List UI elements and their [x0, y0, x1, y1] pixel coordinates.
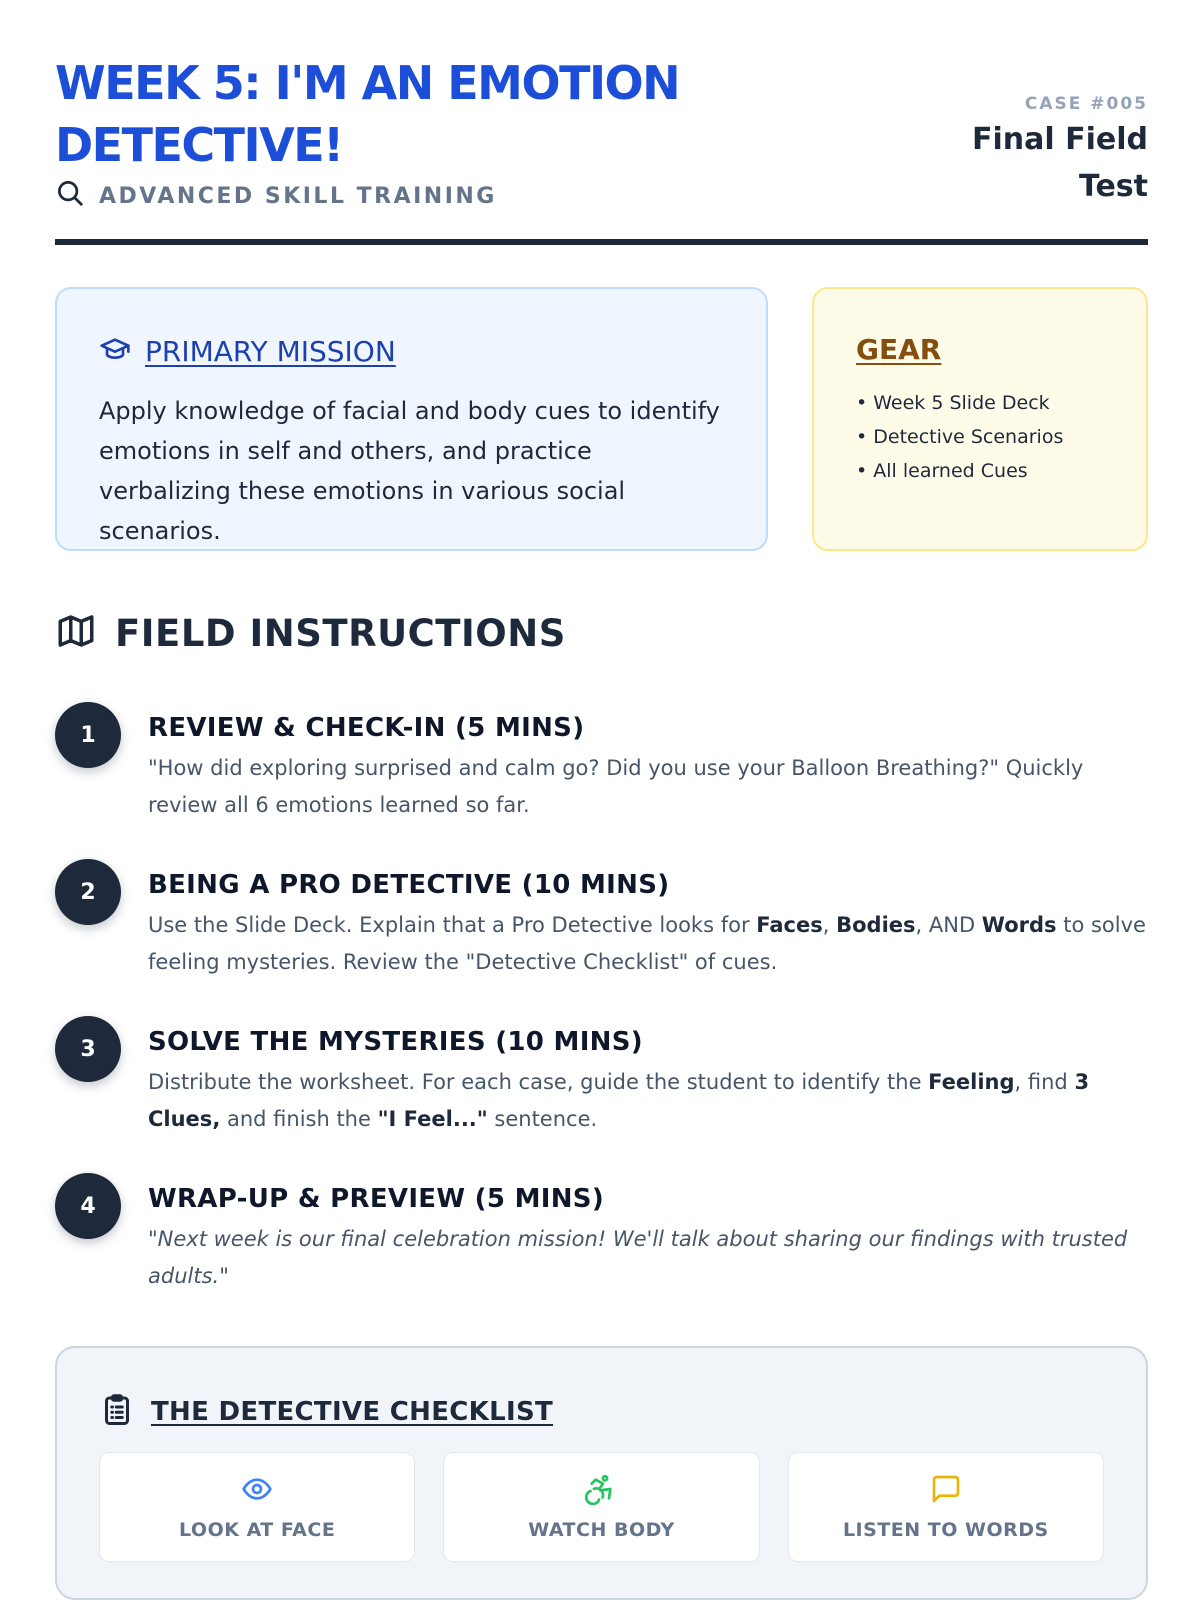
step-title: BEING A PRO DETECTIVE (10 MINS): [148, 870, 670, 900]
gear-card: [812, 287, 1148, 551]
step-title: WRAP-UP & PREVIEW (5 MINS): [148, 1184, 605, 1214]
step-number-badge: 3: [55, 1016, 121, 1082]
primary-mission-card: [55, 287, 768, 551]
checklist-cards: [99, 1452, 1104, 1562]
step-text: Distribute the worksheet. For each case, guide the student to identify the Feeling, find 3 Clues, and finish the "I Feel..." sentence.: [148, 1070, 1090, 1131]
speech-bubble-icon: [930, 1473, 962, 1509]
primary-mission-text: Apply knowledge of facial and body cues to identify emotions in self and others, and practice verbalizing these emotions in various social scenarios.: [99, 397, 720, 545]
instruction-step: [55, 700, 1148, 857]
checklist-card-face: [99, 1452, 415, 1562]
checklist-card-label: WATCH BODY: [528, 1519, 675, 1541]
detective-checklist-card: [55, 1346, 1148, 1600]
gear-item: • Detective Scenarios: [856, 420, 1104, 454]
page-subtitle: [55, 178, 497, 214]
gear-list: [856, 386, 1104, 488]
primary-mission-title: PRIMARY MISSION: [145, 334, 396, 368]
case-number: CASE #005: [1024, 94, 1148, 114]
step-text: Use the Slide Deck. Explain that a Pro Detective looks for Faces, Bodies, AND Words to solve feeling mysteries. Review the "Detective Checklist" of cues.: [148, 913, 1146, 974]
detective-checklist-title: THE DETECTIVE CHECKLIST: [151, 1397, 554, 1427]
step-title: SOLVE THE MYSTERIES (10 MINS): [148, 1027, 643, 1057]
step-number-badge: 2: [55, 859, 121, 925]
gear-title: GEAR: [856, 333, 942, 366]
gear-item: • All learned Cues: [856, 454, 1104, 488]
eye-icon: [241, 1473, 273, 1509]
subtitle-text: ADVANCED SKILL TRAINING: [99, 183, 497, 209]
instruction-steps: [55, 700, 1148, 1328]
step-number-badge: 1: [55, 702, 121, 768]
step-title: REVIEW & CHECK-IN (5 MINS): [148, 713, 585, 743]
case-title: Final Field Test: [972, 122, 1148, 204]
instruction-step: [55, 857, 1148, 1014]
checklist-card-body: [443, 1452, 759, 1562]
field-instructions-title: FIELD INSTRUCTIONS: [115, 611, 566, 655]
instruction-step: [55, 1014, 1148, 1171]
case-info: [928, 94, 1148, 210]
graduation-cap-icon: [99, 333, 131, 369]
accessibility-icon: [585, 1473, 617, 1509]
header-divider: [55, 239, 1148, 245]
gear-item: • Week 5 Slide Deck: [856, 386, 1104, 420]
checklist-card-words: [788, 1452, 1104, 1562]
instruction-step: [55, 1171, 1148, 1328]
map-icon: [55, 610, 97, 656]
page-title: WEEK 5: I'M AN EMOTION DETECTIVE!: [55, 56, 680, 172]
checklist-card-label: LISTEN TO WORDS: [842, 1519, 1049, 1541]
clipboard-icon: [99, 1392, 135, 1432]
page-header: [55, 52, 1148, 247]
step-number-badge: 4: [55, 1173, 121, 1239]
step-text: "How did exploring surprised and calm go? Did you use your Balloon Breathing?" Quickly review all 6 emotions learned so far.: [148, 756, 1084, 817]
checklist-card-label: LOOK AT FACE: [179, 1519, 336, 1541]
step-text: "Next week is our final celebration mission! We'll talk about sharing our findings with trusted adults.": [148, 1227, 1128, 1288]
search-icon: [55, 178, 85, 214]
field-instructions-header: [55, 610, 566, 656]
